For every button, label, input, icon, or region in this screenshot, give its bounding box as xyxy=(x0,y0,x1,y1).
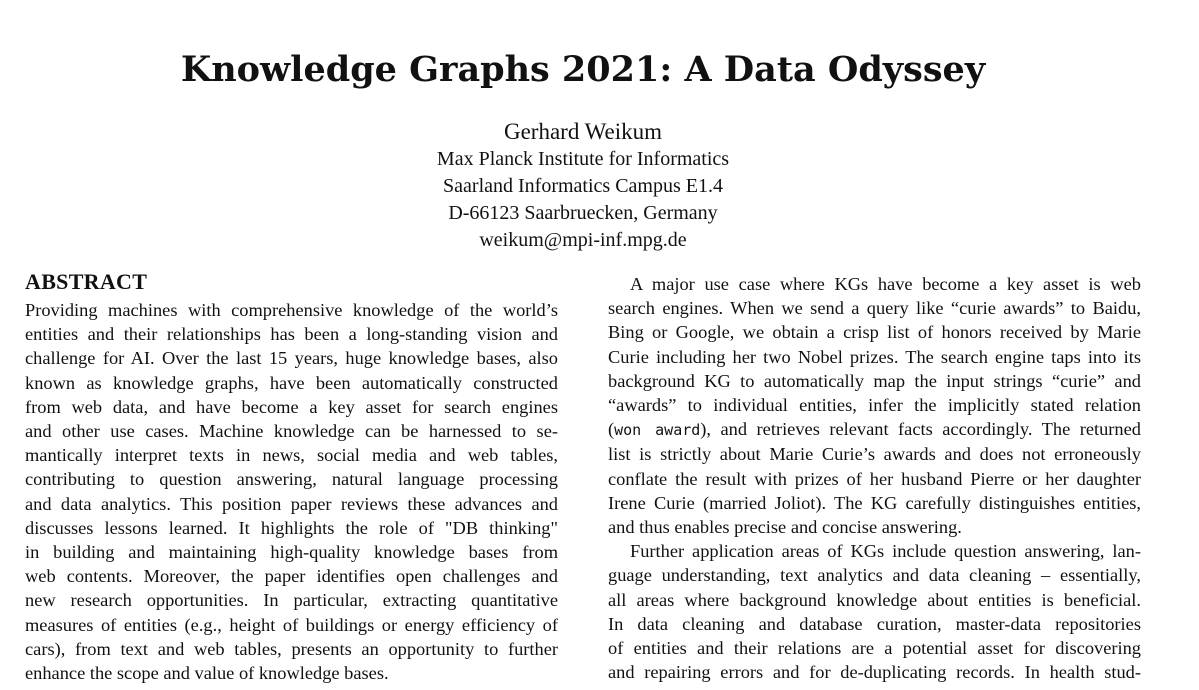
text-line: in building and maintaining high-quality knowledge bases from xyxy=(25,542,558,563)
author-email: weikum@mpi-inf.mpg.de xyxy=(479,229,687,251)
text-line: conflate the result with prizes of her husband Pierre or her daughter xyxy=(608,468,1141,489)
text-line: A major use case where KGs have become a key asset is web xyxy=(630,274,1141,294)
paren-open: ( xyxy=(608,419,615,440)
text-line: challenge for AI. Over the last 15 years, huge knowledge bases, also xyxy=(25,348,558,369)
right-column xyxy=(608,272,1141,684)
left-column xyxy=(25,268,558,685)
relation-code: won award xyxy=(614,421,701,440)
author-block xyxy=(0,118,1166,254)
text-line: “awards” to individual entities, infer the implicitly stated relation xyxy=(608,395,1141,416)
abstract-heading: ABSTRACT xyxy=(25,269,148,294)
affiliation-line: D-66123 Saarbruecken, Germany xyxy=(448,202,718,224)
text-segment: ), and retrieves relevant facts accordingly. The returned xyxy=(700,419,1141,440)
text-line: and data analytics. This position paper reviews these advances and xyxy=(25,493,558,514)
text-line: Further application areas of KGs include question answering, lan- xyxy=(630,541,1141,562)
affiliation-line: Saarland Informatics Campus E1.4 xyxy=(443,175,723,197)
text-line: cars), from text and web tables, presents an opportunity to further xyxy=(25,638,558,659)
text-line: all areas where background knowledge about entities is beneficial. xyxy=(608,589,1141,610)
text-line: discusses lessons learned. It highlights the role of "DB thinking" xyxy=(25,517,558,538)
text-line: contributing to question answering, natural language processing xyxy=(25,469,558,490)
paper-title: Knowledge Graphs 2021: A Data Odyssey xyxy=(180,49,986,90)
body-paragraph-2 xyxy=(608,539,1141,684)
text-line: new research opportunities. In particular, extracting quantitative xyxy=(25,590,558,611)
text-line: In data cleaning and database curation, master-data repositories xyxy=(608,613,1141,634)
text-line: mantically interpret texts in news, social media and web tables, xyxy=(25,445,558,466)
affiliation-line: Max Planck Institute for Informatics xyxy=(436,148,730,170)
text-line: Providing machines with comprehensive knowledge of the world’s xyxy=(25,300,558,320)
body-paragraph-1 xyxy=(608,272,1141,539)
text-line: background KG to automatically map the input strings “curie” and xyxy=(608,370,1141,391)
text-line xyxy=(608,417,1141,442)
text-line: Bing or Google, we obtain a crisp list of honors received by Marie xyxy=(608,322,1141,343)
text-line: entities and their relationships has been a long-standing vision and xyxy=(25,324,558,345)
text-line: list is strictly about Marie Curie’s awards and does not erroneously xyxy=(608,444,1141,465)
text-line: web contents. Moreover, the paper identifies open challenges and xyxy=(25,566,558,587)
text-line: guage understanding, text analytics and data cleaning – essentially, xyxy=(608,565,1141,586)
text-line: Curie including her two Nobel prizes. The search engine taps into its xyxy=(608,346,1141,367)
text-line: and other use cases. Machine knowledge can be harnessed to se- xyxy=(25,421,558,442)
text-line: from web data, and have become a key asset for search engines xyxy=(25,396,558,417)
text-line: Irene Curie (married Joliot). The KG carefully distinguishes entities, xyxy=(608,492,1141,513)
text-line: and repairing errors and for de-duplicating records. In health stud- xyxy=(608,662,1141,683)
text-line: and thus enables precise and concise answering. xyxy=(608,517,962,538)
text-line: known as knowledge graphs, have been automatically constructed xyxy=(25,372,558,393)
abstract-paragraph xyxy=(25,298,558,685)
text-line: of entities and their relations are a potential asset for discovering xyxy=(608,638,1141,659)
author-name: Gerhard Weikum xyxy=(503,119,663,144)
text-line: measures of entities (e.g., height of buildings or energy efficiency of xyxy=(25,614,558,635)
text-line: search engines. When we send a query like “curie awards” to Baidu, xyxy=(608,298,1141,319)
text-line: enhance the scope and value of knowledge bases. xyxy=(25,663,389,684)
